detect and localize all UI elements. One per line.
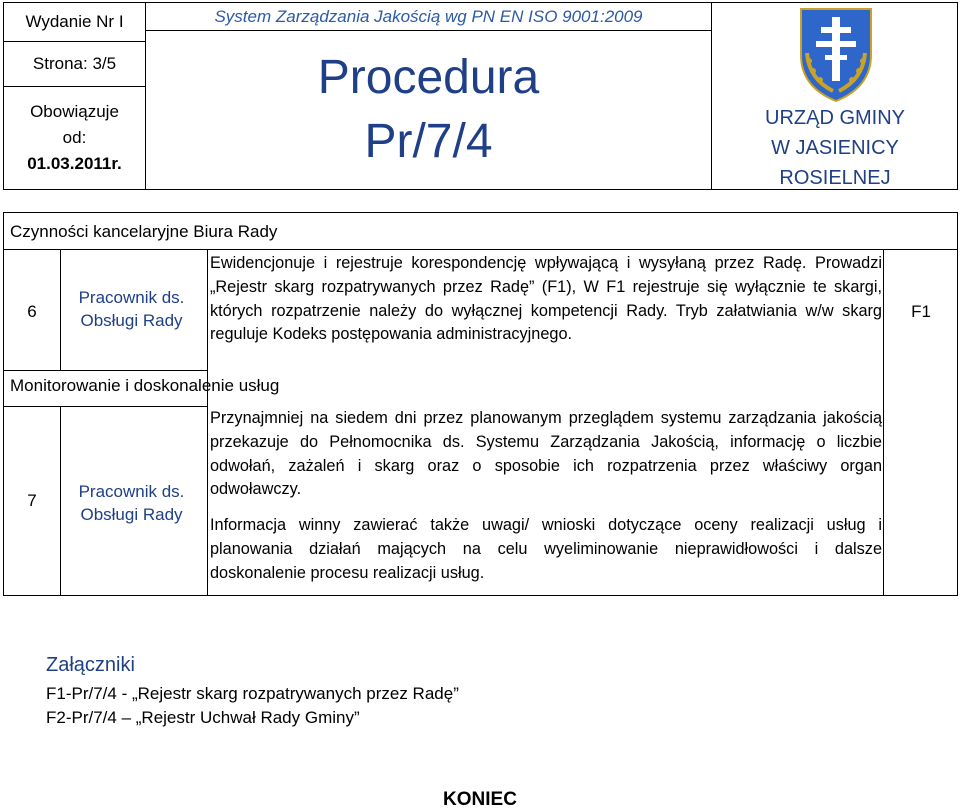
office-line-1: URZĄD GMINY xyxy=(765,107,905,129)
row-7-responsible xyxy=(61,480,202,526)
end-label: KONIEC xyxy=(443,789,517,810)
attachment-item-2: F2-Pr/7/4 – „Rejestr Uchwał Rady Gminy” xyxy=(46,708,360,727)
attachments-title: Załączniki xyxy=(46,654,135,676)
edition-label: Wydanie Nr I xyxy=(25,12,124,31)
section-monitoring: Monitorowanie i doskonalenie usług xyxy=(10,376,280,395)
responsible-line-2: Obsługi Rady xyxy=(80,311,183,330)
row-6-description xyxy=(210,252,882,347)
row-7-description xyxy=(210,407,882,586)
office-line-2: W JASIENICY xyxy=(771,137,899,159)
system-title: System Zarządzania Jakością wg PN EN ISO 9001:2009 xyxy=(214,6,643,26)
page-number: Strona: 3/5 xyxy=(32,54,117,73)
row-6-responsible xyxy=(61,286,202,332)
row-number-7: 7 xyxy=(27,491,37,510)
document-header xyxy=(3,2,958,190)
attachment-item-1: F1-Pr/7/4 - „Rejestr skarg rozpatrywanych przez Radę” xyxy=(46,684,459,703)
responsible-line-2: Obsługi Rady xyxy=(80,505,183,524)
row-6-text: Ewidencjonuje i rejestruje korespondencję wpływającą i wysyłaną przez Radę. Prowadzi „Rejestr skarg rozpatrywanych przez Radę” (F1), W F1 rejestruje się wyłącznie te skargi, których rozpatrzenie należy do wyłącznej kompetencji Rady. Tryb załatwiania w/w skarg reguluje Kodeks postępowania administracyjnego. xyxy=(210,254,882,344)
procedure-table xyxy=(3,212,958,596)
row-6-reference: F1 xyxy=(911,302,931,321)
office-line-3: ROSIELNEJ xyxy=(779,167,891,189)
valid-from-date: 01.03.2011r. xyxy=(27,154,122,173)
responsible-line-1: Pracownik ds. xyxy=(78,482,185,501)
row-7-paragraph-2: Informacja winny zawierać także uwagi/ wnioski dotyczące oceny realizacji usług i planowania działań mających na celu wyeliminowanie nieprawidłowości i dalsze doskonalenie procesu realizacji usług. xyxy=(210,516,882,582)
valid-from-label: Obowiązuje od: xyxy=(30,102,119,147)
row-7-paragraph-1: Przynajmniej na siedem dni przez planowanym przeglądem systemu zarządzania jakością przekazuje do Pełnomocnika ds. Systemu Zarządzania Jakością, informację o liczbie odwołań, zażaleń i skarg oraz o sposobie ich rozpatrzenia przez właściwy organ odwoławczy. xyxy=(210,409,882,499)
valid-from-block xyxy=(4,87,145,189)
responsible-line-1: Pracownik ds. xyxy=(78,288,185,307)
coat-of-arms-icon xyxy=(789,5,883,105)
procedure-code: Pr/7/4 xyxy=(364,115,493,168)
procedure-label: Procedura xyxy=(317,51,540,104)
office-name xyxy=(712,103,958,193)
procedure-title xyxy=(146,31,711,189)
section-office-activities: Czynności kancelaryjne Biura Rady xyxy=(10,222,278,241)
row-number-6: 6 xyxy=(27,302,37,321)
